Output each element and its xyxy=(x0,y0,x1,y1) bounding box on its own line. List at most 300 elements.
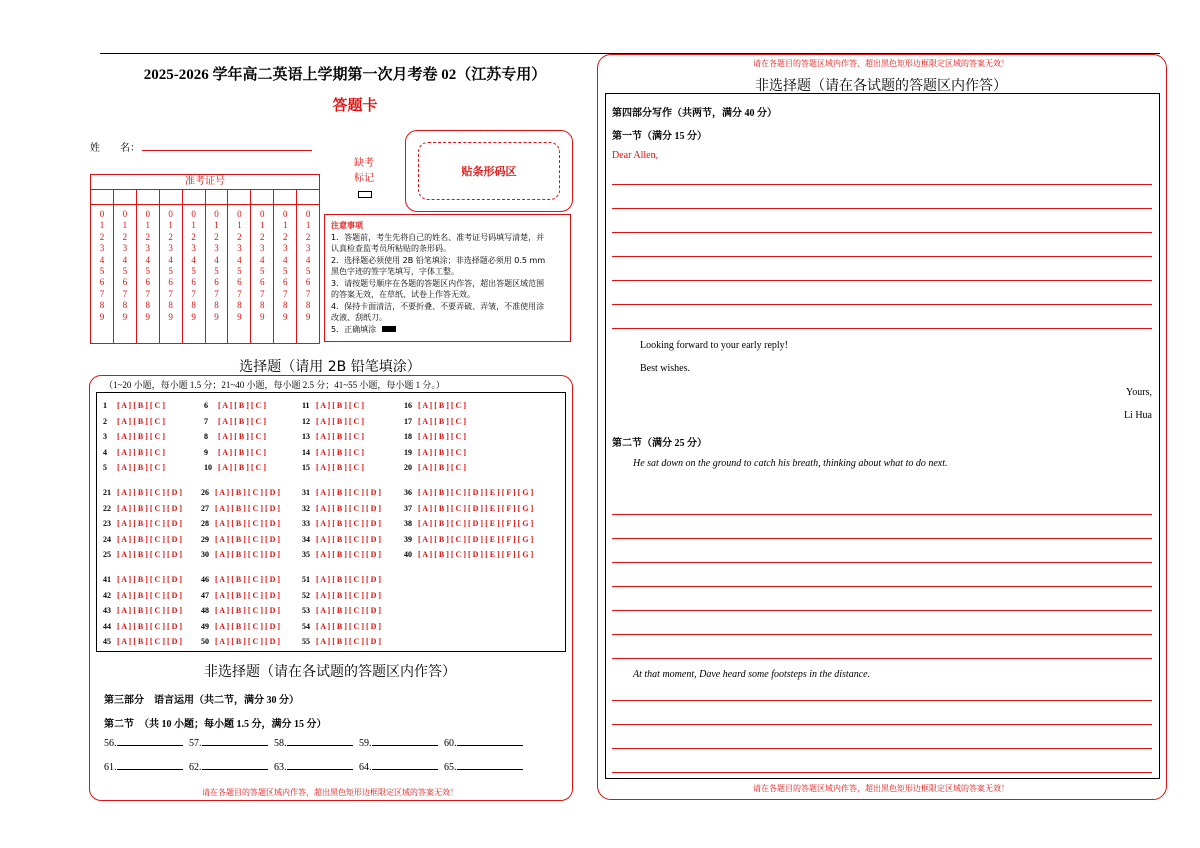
writing-line[interactable] xyxy=(612,304,1152,305)
choice-question-2 xyxy=(103,417,165,426)
question-number: 16 xyxy=(404,401,412,410)
choice-question-48 xyxy=(201,606,280,615)
question-number: 47 xyxy=(201,590,209,600)
exam-digit-bubble[interactable]: 1 xyxy=(168,220,173,231)
answer-options[interactable]: [ A ] [ B ] [ C ] [ D ] xyxy=(316,488,382,497)
exam-digit-bubble[interactable]: 8 xyxy=(191,300,196,311)
choice-question-6 xyxy=(204,401,266,410)
answer-options[interactable]: [ A ] [ B ] [ C ] xyxy=(418,401,466,410)
exam-digit-column xyxy=(137,205,160,344)
question-number: 3 xyxy=(103,432,107,441)
choice-question-20 xyxy=(404,463,466,472)
exam-digit-bubble[interactable]: 0 xyxy=(305,209,311,219)
answer-options[interactable]: [ A ] [ B ] [ C ] [ D ] xyxy=(316,637,382,646)
answer-options[interactable]: [ A ] [ B ] [ C ] xyxy=(218,416,266,426)
question-number: 34 xyxy=(302,534,310,544)
answer-options[interactable]: [ A ] [ B ] [ C ] [ D ] xyxy=(117,534,183,544)
absent-checkbox[interactable] xyxy=(358,191,372,198)
exam-digit-bubble[interactable]: 3 xyxy=(168,243,173,254)
question-number: 2 xyxy=(103,416,107,426)
question-number: 23 xyxy=(103,519,111,528)
question-number: 1 xyxy=(103,401,107,410)
answer-options[interactable]: [ A ] [ B ] [ C ] [ D ] xyxy=(316,503,382,513)
answer-options[interactable]: [ A ] [ B ] [ C ] xyxy=(117,447,165,457)
exam-digit-bubble[interactable]: 8 xyxy=(168,300,173,311)
blank-answer[interactable] xyxy=(457,745,523,746)
exam-digit-bubble[interactable]: 1 xyxy=(99,220,105,231)
question-number: 10 xyxy=(204,463,212,472)
exam-digit-bubble[interactable]: 3 xyxy=(122,243,128,254)
exam-digit-bubble[interactable]: 4 xyxy=(260,254,265,265)
choice-question-50 xyxy=(201,637,280,646)
answer-options[interactable]: [ A ] [ B ] [ C ] xyxy=(218,432,266,441)
question-number: 44 xyxy=(103,621,111,631)
exam-digit-column xyxy=(274,205,297,344)
answer-options[interactable]: [ A ] [ B ] [ C ] [ D ] [ E ] [ F ] [ G ] xyxy=(418,534,534,544)
right-bottom-note: 请在各题目的答题区域内作答，超出黑色矩形边框限定区域的答案无效！ xyxy=(753,784,1009,793)
question-number: 17 xyxy=(404,416,412,426)
writing-line[interactable] xyxy=(612,772,1152,773)
exam-digit-bubble[interactable]: 1 xyxy=(122,220,128,231)
writing-line[interactable] xyxy=(612,184,1152,185)
question-number: 22 xyxy=(103,503,111,513)
question-number: 18 xyxy=(404,432,412,441)
blank-number: 62. xyxy=(189,762,202,773)
exam-digit-bubble[interactable]: 0 xyxy=(145,209,151,219)
writing-line[interactable] xyxy=(612,256,1152,257)
choice-question-7 xyxy=(204,417,266,426)
exam-digit-bubble[interactable]: 8 xyxy=(237,300,242,311)
exam-digit-bubble[interactable]: 5 xyxy=(122,266,128,277)
writing-line[interactable] xyxy=(612,208,1152,209)
choice-question-43 xyxy=(103,606,182,615)
exam-digit-bubble[interactable]: 5 xyxy=(145,266,151,277)
answer-options[interactable]: [ A ] [ B ] [ C ] [ D ] xyxy=(316,550,382,559)
exam-digit-bubble[interactable]: 1 xyxy=(260,220,265,231)
choice-section-title: 选择题（请用 2B 铅笔填涂） xyxy=(239,359,421,375)
exam-digit-bubble[interactable]: 8 xyxy=(145,300,151,311)
answer-options[interactable]: [ A ] [ B ] [ C ] xyxy=(218,401,266,410)
exam-digit-bubble[interactable]: 8 xyxy=(122,300,128,311)
answer-options[interactable]: [ A ] [ B ] [ C ] [ D ] xyxy=(316,590,382,600)
exam-digit-bubble[interactable]: 5 xyxy=(282,266,288,277)
writing-line[interactable] xyxy=(612,634,1152,635)
answer-options[interactable]: [ A ] [ B ] [ C ] [ D ] xyxy=(316,575,382,584)
answer-options[interactable]: [ A ] [ B ] [ C ] [ D ] xyxy=(215,519,281,528)
question-number: 46 xyxy=(201,575,209,584)
exam-digit-bubble[interactable]: 3 xyxy=(282,243,288,254)
question-number: 55 xyxy=(302,637,310,646)
exam-digit-bubble[interactable]: 6 xyxy=(237,277,242,288)
exam-digit-bubble[interactable]: 2 xyxy=(99,231,105,242)
question-number: 51 xyxy=(302,575,310,584)
answer-options[interactable]: [ A ] [ B ] [ C ] [ D ] xyxy=(316,534,382,544)
answer-options[interactable]: [ A ] [ B ] [ C ] xyxy=(418,463,466,472)
blank-answer[interactable] xyxy=(457,769,523,770)
choice-question-9 xyxy=(204,448,266,457)
blank-answer[interactable] xyxy=(117,745,183,746)
exam-digit-bubble[interactable]: 1 xyxy=(237,220,242,231)
choice-question-51 xyxy=(302,575,381,584)
question-number: 43 xyxy=(103,606,111,615)
choice-question-34 xyxy=(302,535,381,544)
blank-answer[interactable] xyxy=(117,769,183,770)
question-number: 21 xyxy=(103,488,111,497)
choice-question-26 xyxy=(201,488,280,497)
continuation-prompt-1: He sat down on the ground to catch his breath, thinking about what to do next. xyxy=(633,458,948,469)
exam-digit-bubble[interactable]: 6 xyxy=(122,277,128,288)
exam-digit-bubble[interactable]: 4 xyxy=(282,254,288,265)
exam-digit-bubble[interactable]: 5 xyxy=(214,266,219,277)
answer-options[interactable]: [ A ] [ B ] [ C ] [ D ] xyxy=(316,621,382,631)
exam-digit-bubble[interactable]: 7 xyxy=(145,288,151,299)
letter-closing-2: Best wishes. xyxy=(640,363,690,374)
answer-options[interactable]: [ A ] [ B ] [ C ] [ D ] xyxy=(316,519,382,528)
choice-question-46 xyxy=(201,575,280,584)
exam-digit-bubble[interactable]: 7 xyxy=(260,288,265,299)
choice-question-15 xyxy=(302,463,364,472)
exam-digit-column xyxy=(160,205,183,344)
filled-mark-icon xyxy=(382,326,396,332)
notes-line: 黑色字迹的签字笔填写，字体工整。 xyxy=(331,267,459,276)
question-number: 39 xyxy=(404,534,412,544)
exam-digit-bubble[interactable]: 9 xyxy=(99,311,105,322)
question-number: 11 xyxy=(302,401,310,410)
choice-question-27 xyxy=(201,504,280,513)
answer-options[interactable]: [ A ] [ B ] [ C ] xyxy=(418,432,466,441)
barcode-area xyxy=(405,130,573,212)
exam-digit-bubble[interactable]: 3 xyxy=(237,243,242,254)
question-number: 15 xyxy=(302,463,310,472)
choice-question-47 xyxy=(201,591,280,600)
absent-label-1: 缺考 xyxy=(354,158,374,169)
exam-digit-bubble[interactable]: 1 xyxy=(305,220,311,231)
exam-digit-bubble[interactable]: 6 xyxy=(260,277,265,288)
question-number: 41 xyxy=(103,575,111,584)
choice-question-31 xyxy=(302,488,381,497)
nonchoice-title-right: 非选择题（请在各试题的答题区内作答） xyxy=(755,78,1007,94)
question-number: 49 xyxy=(201,621,209,631)
writing-line[interactable] xyxy=(612,748,1152,749)
exam-digit-bubble[interactable]: 8 xyxy=(260,300,265,311)
choice-question-55 xyxy=(302,637,381,646)
exam-digit-bubble[interactable]: 6 xyxy=(145,277,151,288)
exam-digit-bubble[interactable]: 6 xyxy=(282,277,288,288)
question-number: 40 xyxy=(404,550,412,559)
choice-question-18 xyxy=(404,432,466,441)
answer-options[interactable]: [ A ] [ B ] [ C ] [ D ] xyxy=(117,590,183,600)
exam-digit-bubble[interactable]: 2 xyxy=(122,231,128,242)
blank-answer[interactable] xyxy=(287,745,353,746)
exam-digit-bubble[interactable]: 2 xyxy=(214,231,219,242)
exam-digit-bubble[interactable]: 0 xyxy=(214,209,219,219)
exam-digit-bubble[interactable]: 2 xyxy=(145,231,151,242)
exam-digit-bubble[interactable]: 4 xyxy=(237,254,242,265)
question-number: 45 xyxy=(103,637,111,646)
letter-closing-1: Looking forward to your early reply! xyxy=(640,340,789,351)
writing-line[interactable] xyxy=(612,280,1152,281)
choice-question-1 xyxy=(103,401,165,410)
letter-salutation: Dear Allen, xyxy=(612,150,659,161)
page-subtitle: 答题卡 xyxy=(332,96,378,114)
blank-number: 61. xyxy=(104,762,117,773)
exam-digit-column xyxy=(251,205,274,344)
choice-question-32 xyxy=(302,504,381,513)
exam-digit-bubble[interactable]: 9 xyxy=(260,311,265,322)
exam-digit-bubble[interactable]: 6 xyxy=(168,277,173,288)
question-number: 50 xyxy=(201,637,209,646)
answer-options[interactable]: [ A ] [ B ] [ C ] [ D ] xyxy=(215,606,281,615)
exam-digit-bubble[interactable]: 8 xyxy=(214,300,219,311)
exam-digit-bubble[interactable]: 6 xyxy=(191,277,196,288)
question-number: 24 xyxy=(103,534,111,544)
exam-digit-bubble[interactable]: 3 xyxy=(191,243,196,254)
choice-question-14 xyxy=(302,448,364,457)
answer-options[interactable]: [ A ] [ B ] [ C ] [ D ] xyxy=(117,621,183,631)
choice-question-29 xyxy=(201,535,280,544)
answer-options[interactable]: [ A ] [ B ] [ C ] [ D ] xyxy=(215,621,281,631)
answer-options[interactable]: [ A ] [ B ] [ C ] [ D ] xyxy=(215,488,281,497)
writing-line[interactable] xyxy=(612,610,1152,611)
exam-digit-bubble[interactable]: 7 xyxy=(305,288,311,299)
question-number: 5 xyxy=(103,463,107,472)
exam-digit-bubble[interactable]: 6 xyxy=(99,277,105,288)
exam-digit-bubble[interactable]: 8 xyxy=(305,300,311,311)
answer-options[interactable]: [ A ] [ B ] [ C ] [ D ] [ E ] [ F ] [ G ] xyxy=(418,550,534,559)
nonchoice-title-left: 非选择题（请在各试题的答题区内作答） xyxy=(204,664,456,680)
answer-options[interactable]: [ A ] [ B ] [ C ] [ D ] xyxy=(117,606,183,615)
exam-digit-bubble[interactable]: 2 xyxy=(168,231,173,242)
answer-options[interactable]: [ A ] [ B ] [ C ] xyxy=(117,416,165,426)
blank-number: 58. xyxy=(274,738,287,749)
blank-number: 59. xyxy=(359,738,372,749)
choice-question-36 xyxy=(404,488,533,497)
blank-number: 64. xyxy=(359,762,372,773)
exam-digit-bubble[interactable]: 2 xyxy=(305,231,311,242)
exam-digit-bubble[interactable]: 9 xyxy=(305,311,311,322)
exam-digit-bubble[interactable]: 7 xyxy=(168,288,173,299)
choice-question-52 xyxy=(302,591,381,600)
choice-instructions: （1~20 小题，每小题 1.5 分；21~40 小题，每小题 2.5 分；41~55 小题，每小题 1 分。） xyxy=(104,380,445,390)
exam-digit-bubble[interactable]: 5 xyxy=(305,266,311,277)
exam-digit-bubble[interactable]: 5 xyxy=(191,266,196,277)
choice-question-44 xyxy=(103,622,182,631)
writing-section1-heading: 第一节（满分 15 分） xyxy=(612,131,707,142)
question-number: 19 xyxy=(404,447,412,457)
exam-digit-bubble[interactable]: 7 xyxy=(191,288,196,299)
blank-answer[interactable] xyxy=(287,769,353,770)
exam-digit-bubble[interactable]: 0 xyxy=(260,209,265,219)
answer-options[interactable]: [ A ] [ B ] [ C ] [ D ] [ E ] [ F ] [ G ] xyxy=(418,488,534,497)
exam-digit-bubble[interactable]: 0 xyxy=(237,209,242,219)
question-number: 12 xyxy=(302,416,310,426)
choice-question-5 xyxy=(103,463,165,472)
exam-digit-bubble[interactable]: 7 xyxy=(214,288,219,299)
answer-options[interactable]: [ A ] [ B ] [ C ] [ D ] xyxy=(117,519,183,528)
answer-options[interactable]: [ A ] [ B ] [ C ] [ D ] xyxy=(215,637,281,646)
exam-digit-bubble[interactable]: 3 xyxy=(145,243,151,254)
choice-question-38 xyxy=(404,519,533,528)
answer-options[interactable]: [ A ] [ B ] [ C ] xyxy=(218,447,266,457)
exam-digit-bubble[interactable]: 1 xyxy=(191,220,196,231)
exam-digit-bubble[interactable]: 2 xyxy=(237,231,242,242)
exam-digit-bubble[interactable]: 3 xyxy=(214,243,219,254)
blank-answer[interactable] xyxy=(372,769,438,770)
exam-digit-bubble[interactable]: 0 xyxy=(99,209,105,219)
question-number: 20 xyxy=(404,463,412,472)
answer-options[interactable]: [ A ] [ B ] [ C ] [ D ] xyxy=(215,534,281,544)
letter-signature: Li Hua xyxy=(1123,410,1152,421)
exam-digit-bubble[interactable]: 7 xyxy=(282,288,288,299)
choice-question-41 xyxy=(103,575,182,584)
exam-number-write-row[interactable] xyxy=(91,190,319,205)
choice-question-22 xyxy=(103,504,182,513)
exam-digit-bubble[interactable]: 0 xyxy=(282,209,288,219)
writing-section2-heading: 第二节（满分 25 分） xyxy=(612,438,707,449)
answer-options[interactable]: [ A ] [ B ] [ C ] [ D ] xyxy=(316,606,382,615)
exam-digit-bubble[interactable]: 4 xyxy=(168,254,173,265)
exam-digit-bubble[interactable]: 8 xyxy=(99,300,105,311)
answer-options[interactable]: [ A ] [ B ] [ C ] [ D ] xyxy=(215,550,281,559)
question-number: 38 xyxy=(404,519,412,528)
writing-line[interactable] xyxy=(612,514,1152,515)
exam-digit-bubble[interactable]: 5 xyxy=(260,266,265,277)
exam-digit-bubble[interactable]: 9 xyxy=(282,311,288,322)
blank-row-1 xyxy=(104,738,527,749)
exam-digit-bubble[interactable]: 5 xyxy=(168,266,173,277)
blank-number: 57. xyxy=(189,738,202,749)
exam-digit-column xyxy=(297,205,319,344)
exam-digit-bubble[interactable]: 8 xyxy=(282,300,288,311)
exam-digit-bubble[interactable]: 4 xyxy=(122,254,128,265)
notes-line: 4．保持卡面清洁，不要折叠、不要弄破、弄皱，不准使用涂 xyxy=(331,301,545,311)
exam-digit-bubble[interactable]: 9 xyxy=(191,311,196,322)
correct-fill-example xyxy=(331,324,564,336)
exam-digit-column xyxy=(228,205,251,344)
choice-question-40 xyxy=(404,550,533,559)
answer-options[interactable]: [ A ] [ B ] [ C ] xyxy=(418,416,466,426)
exam-digit-bubble[interactable]: 9 xyxy=(168,311,173,322)
choice-question-53 xyxy=(302,606,381,615)
answer-options[interactable]: [ A ] [ B ] [ C ] xyxy=(316,416,364,426)
choice-question-21 xyxy=(103,488,182,497)
choice-question-28 xyxy=(201,519,280,528)
question-number: 32 xyxy=(302,503,310,513)
answer-options[interactable]: [ A ] [ B ] [ C ] xyxy=(218,463,266,472)
question-number: 7 xyxy=(204,416,208,426)
exam-digit-bubble[interactable]: 6 xyxy=(214,277,219,288)
answer-options[interactable]: [ A ] [ B ] [ C ] xyxy=(418,447,466,457)
writing-line[interactable] xyxy=(612,328,1152,329)
exam-digit-bubble[interactable]: 4 xyxy=(145,254,151,265)
exam-digit-bubble[interactable]: 2 xyxy=(191,231,196,242)
answer-options[interactable]: [ A ] [ B ] [ C ] xyxy=(316,463,364,472)
writing-line[interactable] xyxy=(612,562,1152,563)
answer-options[interactable]: [ A ] [ B ] [ C ] xyxy=(117,463,165,472)
answer-options[interactable]: [ A ] [ B ] [ C ] [ D ] xyxy=(117,550,183,559)
right-top-note: 请在各题目的答题区域内作答，超出黑色矩形边框限定区域的答案无效！ xyxy=(753,59,1009,68)
exam-digit-bubble[interactable]: 7 xyxy=(237,288,242,299)
exam-digit-bubble[interactable]: 9 xyxy=(122,311,128,322)
writing-line[interactable] xyxy=(612,724,1152,725)
exam-digit-bubble[interactable]: 9 xyxy=(145,311,151,322)
exam-digit-bubble[interactable]: 9 xyxy=(214,311,219,322)
exam-digit-bubble[interactable]: 3 xyxy=(99,243,105,254)
exam-digit-bubble[interactable]: 5 xyxy=(99,266,105,277)
question-number: 30 xyxy=(201,550,209,559)
exam-digit-bubble[interactable]: 6 xyxy=(305,277,311,288)
choice-question-19 xyxy=(404,448,466,457)
answer-options[interactable]: [ A ] [ B ] [ C ] xyxy=(117,432,165,441)
blank-number: 65. xyxy=(444,762,457,773)
blank-answer[interactable] xyxy=(372,745,438,746)
answer-options[interactable]: [ A ] [ B ] [ C ] [ D ] xyxy=(215,590,281,600)
exam-digit-bubble[interactable]: 9 xyxy=(237,311,242,322)
answer-options[interactable]: [ A ] [ B ] [ C ] [ D ] xyxy=(117,575,183,584)
blank-answer[interactable] xyxy=(202,745,268,746)
answer-options[interactable]: [ A ] [ B ] [ C ] xyxy=(117,401,165,410)
answer-options[interactable]: [ A ] [ B ] [ C ] xyxy=(316,401,364,410)
exam-digit-bubble[interactable]: 4 xyxy=(99,254,105,265)
notes-line: 3．请按题号顺序在各题的答题区内作答，超出答题区域范围 xyxy=(331,278,545,288)
exam-digit-bubble[interactable]: 0 xyxy=(168,209,173,219)
blank-answer[interactable] xyxy=(202,769,268,770)
exam-digit-bubble[interactable]: 3 xyxy=(260,243,265,254)
answer-options[interactable]: [ A ] [ B ] [ C ] [ D ] xyxy=(117,488,183,497)
answer-options[interactable]: [ A ] [ B ] [ C ] [ D ] [ E ] [ F ] [ G ] xyxy=(418,519,534,528)
exam-digit-bubble[interactable]: 1 xyxy=(214,220,219,231)
exam-digit-bubble[interactable]: 7 xyxy=(122,288,128,299)
exam-digit-bubble[interactable]: 1 xyxy=(282,220,288,231)
exam-digit-bubble[interactable]: 3 xyxy=(305,243,311,254)
exam-digit-bubble[interactable]: 0 xyxy=(122,209,128,219)
answer-options[interactable]: [ A ] [ B ] [ C ] xyxy=(316,447,364,457)
question-number: 26 xyxy=(201,488,209,497)
exam-digit-bubble[interactable]: 2 xyxy=(260,231,265,242)
answer-options[interactable]: [ A ] [ B ] [ C ] xyxy=(316,432,364,441)
exam-digit-bubble[interactable]: 4 xyxy=(305,254,311,265)
writing-line[interactable] xyxy=(612,232,1152,233)
writing-line[interactable] xyxy=(612,700,1152,701)
answer-options[interactable]: [ A ] [ B ] [ C ] [ D ] xyxy=(117,503,183,513)
writing-line[interactable] xyxy=(612,658,1152,659)
answer-options[interactable]: [ A ] [ B ] [ C ] [ D ] xyxy=(117,637,183,646)
exam-digit-bubble[interactable]: 4 xyxy=(214,254,219,265)
writing-line[interactable] xyxy=(612,538,1152,539)
name-field[interactable] xyxy=(142,150,312,151)
exam-digit-bubble[interactable]: 5 xyxy=(237,266,242,277)
answer-options[interactable]: [ A ] [ B ] [ C ] [ D ] xyxy=(215,575,281,584)
choice-question-33 xyxy=(302,519,381,528)
exam-digit-bubble[interactable]: 2 xyxy=(282,231,288,242)
exam-digit-bubble[interactable]: 7 xyxy=(99,288,105,299)
question-number: 36 xyxy=(404,488,412,497)
choice-question-3 xyxy=(103,432,165,441)
exam-digit-bubble[interactable]: 4 xyxy=(191,254,196,265)
choice-question-24 xyxy=(103,535,182,544)
exam-digit-bubble[interactable]: 1 xyxy=(145,220,151,231)
notes-line: 1．答题前，考生先将自己的姓名、准考证号码填写清楚，并 xyxy=(331,232,545,242)
question-number: 42 xyxy=(103,590,111,600)
choice-question-45 xyxy=(103,637,182,646)
writing-line[interactable] xyxy=(612,586,1152,587)
answer-options[interactable]: [ A ] [ B ] [ C ] [ D ] [ E ] [ F ] [ G ] xyxy=(418,503,534,513)
exam-number-grid xyxy=(90,174,320,344)
question-number: 37 xyxy=(404,503,412,513)
part4-heading: 第四部分写作（共两节，满分 40 分） xyxy=(612,108,777,119)
answer-options[interactable]: [ A ] [ B ] [ C ] [ D ] xyxy=(215,503,281,513)
exam-digit-bubble[interactable]: 0 xyxy=(191,209,196,219)
